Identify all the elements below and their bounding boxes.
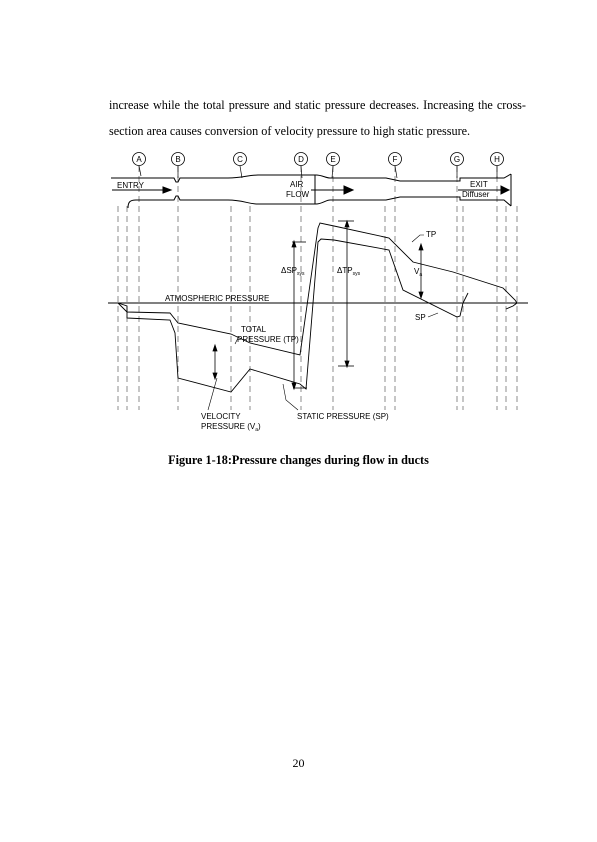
station-f-label: F: [392, 155, 398, 164]
velocity-pressure-arrows: [213, 244, 423, 379]
station-h-label: H: [494, 155, 500, 164]
figure-caption: Figure 1-18:Pressure changes during flow in ducts: [168, 453, 429, 467]
tp-label: TP: [426, 230, 437, 239]
station-g-label: G: [453, 155, 461, 164]
flow-arrows: [112, 186, 509, 194]
exit-label-line1: EXIT: [470, 180, 488, 189]
pressure-diagram: [108, 148, 528, 438]
total-pressure-label-line2: PRESSURE (TP): [237, 335, 299, 344]
body-paragraph: increase while the total pressure and static pressure decreases. Increasing the cross-section area causes conversion of velocity pressure to high static pressure.: [109, 98, 526, 138]
entry-label: ENTRY: [117, 181, 144, 190]
atmospheric-pressure-label: ATMOSPHERIC PRESSURE: [165, 294, 270, 303]
airflow-label-line1: AIR: [290, 180, 304, 189]
station-a-label: A: [136, 155, 142, 164]
static-pressure-label: STATIC PRESSURE (SP): [297, 412, 389, 421]
airflow-label-line2: FLOW: [286, 190, 310, 199]
station-c-label: C: [237, 155, 243, 164]
velocity-pressure-label-line2: PRESSURE $(V_a)$: [201, 422, 261, 433]
va-label: $V_a$: [414, 267, 423, 278]
exit-label-line2: Diffuser: [462, 190, 490, 199]
delta-tp-label: $\Delta TP_{sys}$: [337, 266, 361, 277]
station-markers: [133, 153, 504, 166]
sp-label: SP: [415, 313, 426, 322]
station-b-label: B: [175, 155, 181, 164]
station-e-label: E: [330, 155, 336, 164]
duct-outline: [111, 174, 511, 208]
station-d-label: D: [298, 155, 304, 164]
total-pressure-label-line1: TOTAL: [241, 325, 267, 334]
leader-lines: [208, 235, 438, 410]
delta-sp-label: $\Delta SP_{sys}$: [281, 266, 305, 277]
velocity-pressure-label-line1: VELOCITY: [201, 412, 241, 421]
page-number: 20: [292, 756, 305, 770]
